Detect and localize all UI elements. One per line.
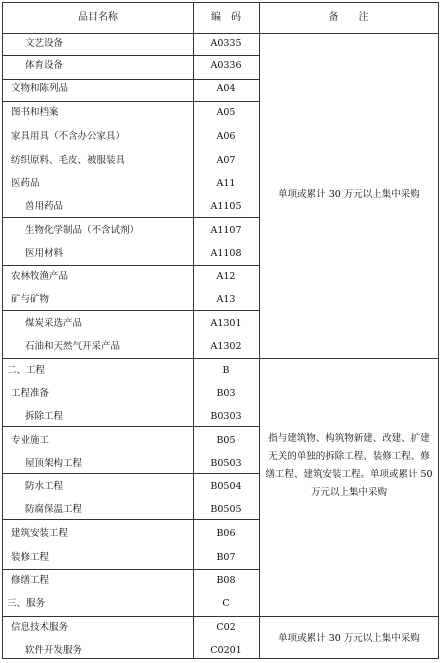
- remark-engineering-line: 万元以上集中采购: [310, 487, 387, 498]
- row-divider: [3, 473, 259, 474]
- remark-engineering-line: 缮工程、建筑安装工程。单项或累计 50: [265, 469, 433, 480]
- row-name: 体育设备: [25, 60, 64, 71]
- row-code: B03: [216, 388, 236, 399]
- row-name: 专业施工: [11, 435, 50, 446]
- row-code: A05: [216, 107, 236, 118]
- remark-goods: 单项或累计 30 万元以上集中采购: [278, 189, 420, 200]
- row-code: A0336: [210, 60, 242, 71]
- row-name: 防腐保温工程: [25, 504, 83, 515]
- row-name: 石油和天然气开采产品: [25, 341, 121, 352]
- row-divider: [3, 426, 259, 427]
- row-name: 修缮工程: [11, 575, 50, 586]
- procurement-catalog-table: [2, 2, 439, 659]
- row-name: 兽用药品: [25, 201, 64, 212]
- row-code: A1301: [210, 318, 242, 329]
- row-divider: [3, 310, 259, 311]
- section-divider: [3, 616, 438, 617]
- row-divider: [3, 265, 259, 266]
- row-code: B05: [216, 435, 236, 446]
- row-code: C0201: [210, 645, 242, 656]
- row-code: A1105: [210, 201, 242, 212]
- row-name: 医药品: [11, 178, 40, 189]
- row-name: 软件开发服务: [25, 645, 83, 656]
- row-name: 矿与矿物: [11, 294, 50, 305]
- row-name: 文艺设备: [25, 38, 64, 49]
- row-code: B0303: [210, 411, 242, 422]
- row-code: B06: [216, 528, 236, 539]
- row-code: A1108: [210, 248, 242, 259]
- row-code: A06: [216, 131, 236, 142]
- row-name: 防水工程: [25, 481, 64, 492]
- row-name: 二、工程: [7, 365, 46, 376]
- row-name: 三、服务: [7, 598, 46, 609]
- row-code: A1107: [210, 225, 242, 236]
- remark-engineering-line: 无关的单独的拆除工程、装修工程、修: [268, 451, 430, 462]
- header-item-name: 品目名称: [78, 12, 118, 23]
- row-name: 家具用具（不含办公家具）: [11, 131, 126, 142]
- row-code: A12: [216, 271, 236, 282]
- row-code: B: [222, 365, 230, 376]
- section-divider: [3, 358, 438, 359]
- row-name: 农林牧渔产品: [11, 271, 69, 282]
- row-code: A1302: [210, 341, 242, 352]
- row-name: 工程准备: [11, 388, 50, 399]
- row-name: 装修工程: [11, 552, 50, 563]
- row-code: B08: [216, 575, 236, 586]
- row-code: A04: [216, 83, 236, 94]
- row-code: A0335: [210, 38, 242, 49]
- row-name: 屋顶架构工程: [25, 458, 83, 469]
- row-name: 煤炭采选产品: [25, 318, 83, 329]
- row-code: C: [222, 598, 230, 609]
- row-divider: [3, 519, 259, 520]
- row-code: A11: [216, 178, 236, 189]
- header-code: 编 码: [211, 12, 241, 23]
- row-divider: [3, 217, 259, 218]
- remark-engineering-line: 指与建筑物、构筑物新建、改建、扩建: [268, 433, 430, 444]
- row-name: 拆除工程: [25, 411, 64, 422]
- row-name: 生物化学制品（不含试剂）: [25, 225, 140, 236]
- row-name: 文物和陈列品: [11, 83, 69, 94]
- row-code: A07: [216, 155, 236, 166]
- remark-services: 单项或累计 30 万元以上集中采购: [278, 633, 420, 644]
- row-divider: [3, 101, 259, 102]
- row-code: B0505: [210, 504, 242, 515]
- column-divider: [259, 3, 260, 658]
- row-divider: [3, 79, 259, 80]
- row-name: 医用材料: [25, 248, 64, 259]
- row-code: B07: [216, 552, 236, 563]
- row-name: 建筑安装工程: [11, 528, 69, 539]
- table-header: [3, 3, 438, 34]
- row-divider: [3, 55, 259, 56]
- row-name: 纺织原料、毛皮、被服装具: [11, 155, 126, 166]
- row-code: C02: [216, 622, 236, 633]
- row-name: 信息技术服务: [11, 622, 69, 633]
- row-divider: [3, 569, 259, 570]
- row-code: B0503: [210, 458, 242, 469]
- row-code: B0504: [210, 481, 242, 492]
- row-name: 图书和档案: [11, 107, 59, 118]
- row-code: A13: [216, 294, 236, 305]
- header-remarks: 备 注: [328, 12, 369, 23]
